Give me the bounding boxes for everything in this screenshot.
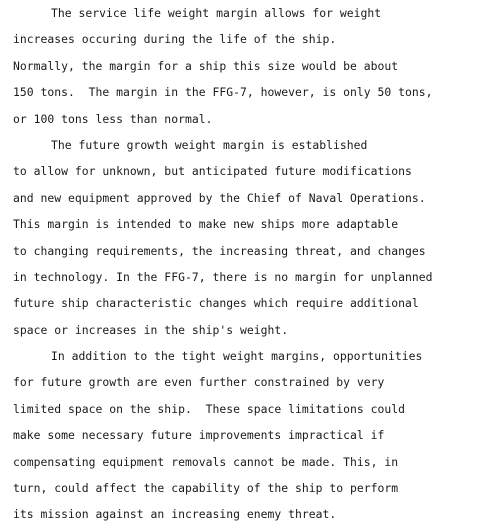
paragraph-space-limitations bbox=[13, 343, 497, 528]
text-line: The future growth weight margin is established bbox=[51, 137, 368, 152]
text-line: The service life weight margin allows for weight bbox=[51, 6, 382, 20]
text-line: or 100 tons less than normal. bbox=[13, 111, 213, 126]
text-line: increases occuring during the life of the ship. bbox=[13, 32, 337, 47]
text-line: turn, could affect the capability of the ship to perform bbox=[13, 481, 399, 496]
text-line: in technology. In the FFG-7, there is no margin for unplanned bbox=[13, 269, 433, 284]
text-line: for future growth are even further constrained by very bbox=[13, 375, 385, 390]
paragraph-service-life-margin bbox=[13, 0, 497, 132]
paragraph-future-growth-margin bbox=[13, 132, 497, 343]
text-line: its mission against an increasing enemy threat. bbox=[13, 507, 337, 522]
text-line: limited space on the ship. These space limitations could bbox=[13, 401, 406, 416]
text-line: Normally, the margin for a ship this size would be about bbox=[13, 58, 399, 73]
text-line: to allow for unknown, but anticipated future modifications bbox=[13, 164, 412, 179]
text-line: 150 tons. The margin in the FFG-7, however, is only 50 tons, bbox=[13, 85, 433, 100]
text-line: to changing requirements, the increasing threat, and changes bbox=[13, 243, 426, 258]
text-line: In addition to the tight weight margins, opportunities bbox=[51, 349, 423, 364]
text-line: make some necessary future improvements impractical if bbox=[13, 428, 385, 443]
text-line: and new equipment approved by the Chief of Naval Operations. bbox=[13, 190, 426, 205]
document-page bbox=[13, 0, 497, 529]
text-line: space or increases in the ship's weight. bbox=[13, 322, 289, 337]
text-line: This margin is intended to make new ships more adaptable bbox=[13, 217, 399, 232]
text-line: future ship characteristic changes which require additional bbox=[13, 296, 419, 311]
text-line: compensating equipment removals cannot be made. This, in bbox=[13, 454, 399, 469]
